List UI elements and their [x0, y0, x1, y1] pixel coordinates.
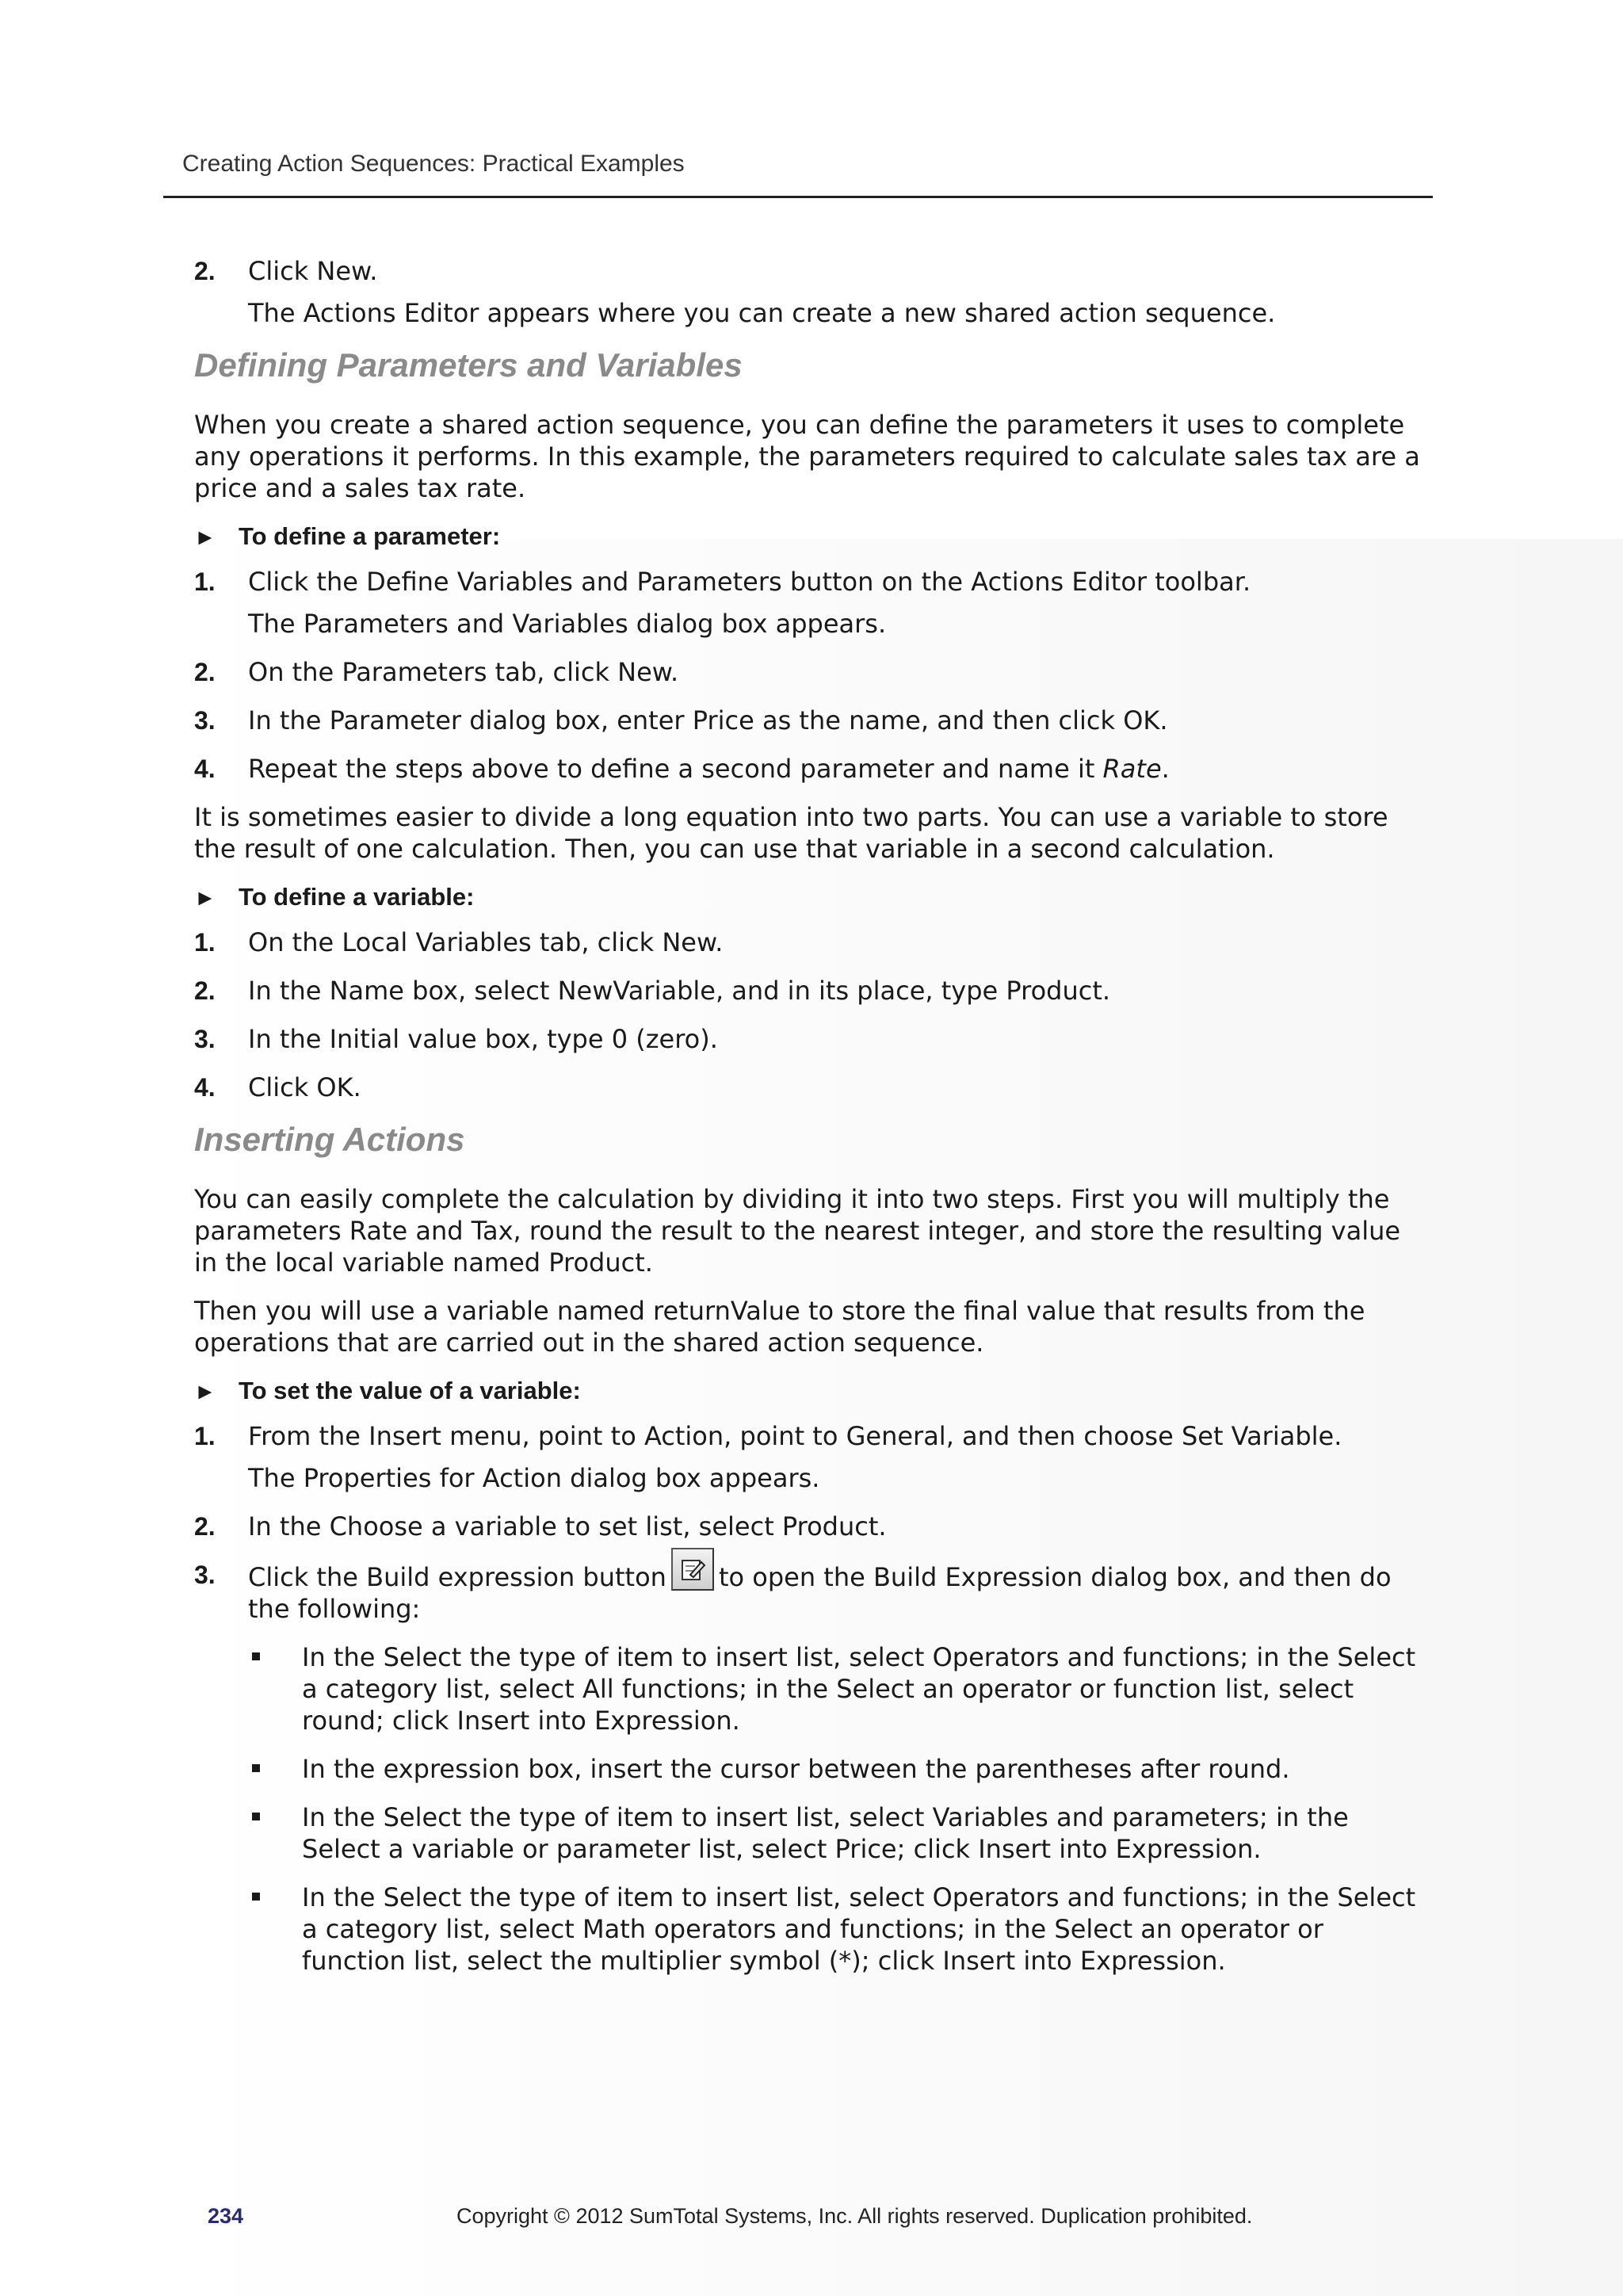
step-item: [194, 705, 1430, 736]
bullet-square-icon: [248, 1753, 302, 1785]
step-text: Click New.: [248, 256, 378, 286]
section-heading-defining: Defining Parameters and Variables: [194, 346, 743, 384]
bullet-square-icon: [248, 1641, 302, 1736]
procedure-title-set-variable: [194, 1375, 1430, 1408]
running-header: Creating Action Sequences: Practical Examples: [182, 151, 685, 177]
step-text: In the Choose a variable to set list, select Product.: [248, 1511, 887, 1541]
step-text-part: .: [1161, 754, 1170, 784]
section-paragraph: It is sometimes easier to divide a long equation into two parts. You can use a variable to store the result of one calculation. Then, you can use that variable in a second calculation.: [194, 802, 1388, 864]
step-item: [194, 566, 1430, 598]
step-number: 2.: [194, 658, 216, 686]
bullet-list: [248, 1641, 1430, 1977]
intro-step-2: [194, 255, 1430, 287]
bullet-text: In the Select the type of item to insert list, select Operators and functions; in the Select a category list, select All functions; in the Select an operator or function list, select round; click Insert into Expression.: [302, 1642, 1416, 1736]
header-rule: [163, 196, 1433, 198]
section-heading-inserting: Inserting Actions: [194, 1121, 465, 1158]
list-item: [248, 1753, 1430, 1785]
step-text: [248, 753, 1430, 785]
procedure-title-text: To define a variable:: [239, 883, 475, 911]
bullet-text: In the Select the type of item to insert list, select Operators and functions; in the Select a category list, select Math operators and functions; in the Select an operator or function list, select the multiplier symbol (*); click Insert into Expression.: [302, 1882, 1416, 1976]
step-item: [194, 1559, 1430, 1625]
procedure-title-text: To set the value of a variable:: [239, 1377, 581, 1404]
edit-expression-icon: [671, 1548, 714, 1591]
step-number: 3.: [194, 1025, 216, 1053]
bullet-square-icon: [248, 1881, 302, 1977]
page-number: 234: [208, 2204, 244, 2228]
step-result: The Actions Editor appears where you can create a new shared action sequence.: [248, 298, 1276, 328]
step-result: The Parameters and Variables dialog box appears.: [248, 609, 887, 639]
procedure-arrow-icon: ►: [194, 885, 216, 910]
step-number: 2.: [194, 1512, 216, 1541]
step-text-part: Repeat the steps above to define a second parameter and name it: [248, 754, 1103, 784]
step-text: [248, 1559, 1430, 1625]
copyright-notice: Copyright © 2012 SumTotal Systems, Inc. All rights reserved. Duplication prohibited.: [456, 2204, 1253, 2228]
step-item: [194, 656, 1430, 688]
main-content: [194, 255, 1430, 1993]
procedure-title-text: To define a parameter:: [239, 522, 501, 550]
step-text-emphasis: Rate: [1102, 754, 1162, 784]
step-number: 3.: [194, 1561, 216, 1589]
step-text: From the Insert menu, point to Action, point to General, and then choose Set Variable.: [248, 1421, 1342, 1451]
list-item: [248, 1801, 1430, 1865]
step-number: 1.: [194, 567, 216, 596]
step-number: 1.: [194, 1422, 216, 1450]
list-item: [248, 1641, 1430, 1736]
step-text: On the Parameters tab, click New.: [248, 657, 679, 687]
procedure-title-parameter: [194, 521, 1430, 553]
step-item: [194, 1023, 1430, 1055]
bullet-square-icon: [248, 1801, 302, 1865]
step-item: [194, 926, 1430, 958]
step-text: On the Local Variables tab, click New.: [248, 927, 724, 957]
step-text: Click the Define Variables and Parameters button on the Actions Editor toolbar.: [248, 567, 1251, 597]
step-text: In the Initial value box, type 0 (zero).: [248, 1024, 718, 1054]
list-item: [248, 1881, 1430, 1977]
procedure-title-variable: [194, 881, 1430, 914]
step-item: [194, 1511, 1430, 1542]
step-number: 4.: [194, 1073, 216, 1102]
step-number: 2.: [194, 976, 216, 1005]
section-paragraph: When you create a shared action sequence, you can define the parameters it uses to complete any operations it performs. In this example, the parameters required to calculate sales tax are a price and a sales tax rate.: [194, 410, 1420, 503]
step-text-part: to open the Build Expression dialog box, and then do the following:: [248, 1562, 1392, 1624]
step-number: 2.: [194, 257, 216, 285]
step-result: The Properties for Action dialog box appears.: [248, 1463, 820, 1493]
procedure-arrow-icon: ►: [194, 1379, 216, 1404]
section-paragraph: You can easily complete the calculation by dividing it into two steps. First you will multiply the parameters Rate and Tax, round the result to the nearest integer, and store the resulting value in the local variable named Product.: [194, 1184, 1401, 1278]
step-text: In the Name box, select NewVariable, and in its place, type Product.: [248, 976, 1111, 1006]
step-number: 1.: [194, 928, 216, 957]
bullet-text: In the Select the type of item to insert list, select Variables and parameters; in the Select a variable or parameter list, select Price; click Insert into Expression.: [302, 1802, 1349, 1864]
step-number: 3.: [194, 706, 216, 735]
step-item: [194, 753, 1430, 785]
step-text-part: Click the Build expression button: [248, 1562, 666, 1592]
procedure-arrow-icon: ►: [194, 525, 216, 549]
step-text: In the Parameter dialog box, enter Price as the name, and then click OK.: [248, 705, 1168, 735]
step-item: [194, 1072, 1430, 1103]
section-paragraph: Then you will use a variable named returnValue to store the final value that results from the operations that are carried out in the shared action sequence.: [194, 1296, 1365, 1358]
step-item: [194, 1420, 1430, 1452]
step-item: [194, 975, 1430, 1007]
step-text: Click OK.: [248, 1072, 361, 1102]
bullet-text: In the expression box, insert the cursor between the parentheses after round.: [302, 1754, 1290, 1784]
step-number: 4.: [194, 755, 216, 783]
